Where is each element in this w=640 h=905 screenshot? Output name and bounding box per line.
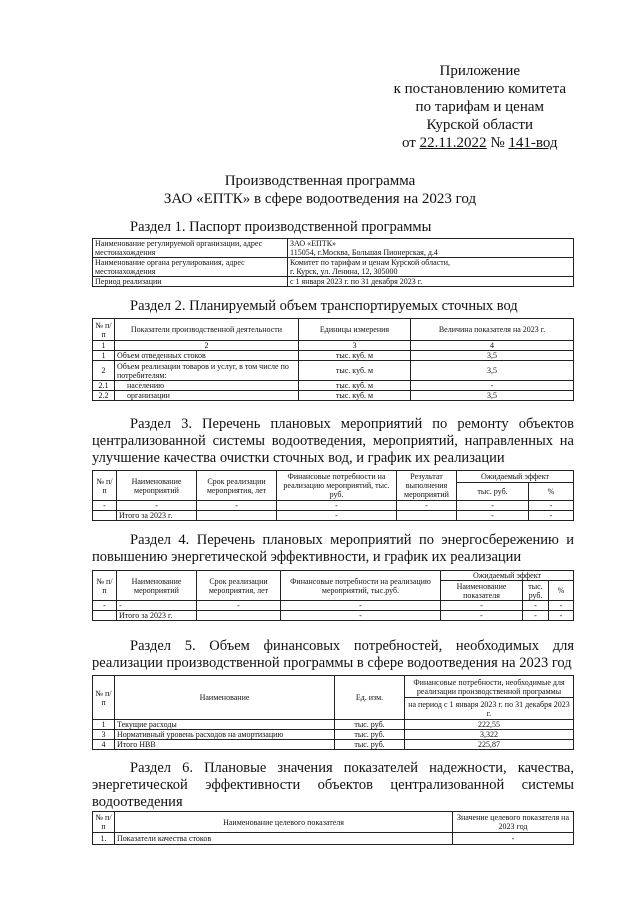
table-row xyxy=(93,341,574,351)
table-cell: тыс. руб. xyxy=(335,730,405,740)
column-header: Значение целевого показателя на 2023 год xyxy=(453,812,574,833)
table-cell xyxy=(197,611,281,621)
table-row xyxy=(93,239,574,258)
table-header-row xyxy=(93,676,574,698)
table-cell: - xyxy=(277,501,397,511)
section-2-table xyxy=(92,318,574,401)
column-header: тыс. руб. xyxy=(523,581,549,601)
table-cell xyxy=(93,611,117,621)
header-line-3: по тарифам и ценам xyxy=(415,99,545,115)
table-cell: тыс. куб. м xyxy=(299,351,411,361)
column-header: Финансовые потребности на реализацию мероприятий, тыс. руб. xyxy=(277,471,397,501)
column-header: Срок реализации мероприятия, лет xyxy=(197,471,277,501)
column-header: Единицы измерения xyxy=(299,319,411,341)
table-cell: - xyxy=(411,381,574,391)
column-header: Наименование целевого показателя xyxy=(115,812,453,833)
table-cell: - xyxy=(117,501,197,511)
table-cell: - xyxy=(93,501,117,511)
column-header: Ожидаемый эффект xyxy=(441,571,574,581)
table-cell: 1 xyxy=(93,351,115,361)
table-cell: - xyxy=(529,511,574,521)
table-cell: Нормативный уровень расходов на амортизацию xyxy=(115,730,335,740)
table-row xyxy=(93,740,574,750)
table-cell: 3 xyxy=(299,341,411,351)
header-number: 141-вод xyxy=(508,135,558,151)
table-row xyxy=(93,730,574,740)
table-header-row xyxy=(93,471,574,483)
document-title xyxy=(0,172,640,208)
column-header: % xyxy=(549,581,574,601)
column-header: Показатели производственной деятельности xyxy=(115,319,299,341)
table-row xyxy=(93,720,574,730)
table-cell: - xyxy=(549,611,574,621)
column-header: № п/п xyxy=(93,571,117,601)
table-row xyxy=(93,611,574,621)
table-cell: с 1 января 2023 г. по 31 декабря 2023 г. xyxy=(288,277,574,287)
table-cell: - xyxy=(441,601,523,611)
header-from: от xyxy=(402,135,416,151)
table-cell: 3 xyxy=(93,730,115,740)
table-cell: Объем реализации товаров и услуг, в том числе по потребителям: xyxy=(115,361,299,381)
table-cell: 4 xyxy=(411,341,574,351)
table-row xyxy=(93,501,574,511)
section-3-heading: Раздел 3. Перечень плановых мероприятий по ремонту объектов централизованной системы водоотведения, мероприятий, направленных на улучшение качества очистки сточных вод, и график их реализации xyxy=(92,416,574,466)
table-row xyxy=(93,601,574,611)
column-header: Финансовые потребности, необходимые для реализации производственной программы xyxy=(405,676,574,698)
column-header: Величина показателя на 2023 г. xyxy=(411,319,574,341)
section-6-heading: Раздел 6. Плановые значения показателей надежности, качества, энергетической эффективности объектов централизованной системы водоотведения xyxy=(92,760,574,810)
column-header: Результат выполнения мероприятий xyxy=(397,471,457,501)
table-cell: 2.1 xyxy=(93,381,115,391)
section-6-table xyxy=(92,811,574,845)
title-line-2: ЗАО «ЕПТК» в сфере водоотведения на 2023 год xyxy=(163,191,477,207)
table-cell: 2 xyxy=(115,341,299,351)
title-line-1: Производственная программа xyxy=(224,173,416,189)
table-header-row xyxy=(93,812,574,833)
table-cell: - xyxy=(397,501,457,511)
section-3-table xyxy=(92,470,574,521)
header-date-line xyxy=(394,134,566,152)
section-1-table xyxy=(92,238,574,287)
column-header: тыс. руб. xyxy=(457,483,529,501)
table-cell: 2.2 xyxy=(93,391,115,401)
table-cell: 3,5 xyxy=(411,351,574,361)
header-line-4: Курской области xyxy=(426,117,534,133)
table-cell: Период реализации xyxy=(93,277,288,287)
column-header: № п/п xyxy=(93,812,115,833)
header-num-sign: № xyxy=(490,135,505,151)
section-4-table xyxy=(92,570,574,621)
table-row xyxy=(93,258,574,277)
table-cell: 1 xyxy=(93,720,115,730)
table-cell: Наименование регулируемой организации, адрес местонахождения xyxy=(93,239,288,258)
column-header: № п/п xyxy=(93,319,115,341)
table-cell: - xyxy=(281,611,441,621)
table-cell: Итого за 2023 г. xyxy=(117,611,197,621)
column-header: % xyxy=(529,483,574,501)
table-cell: организации xyxy=(115,391,299,401)
table-cell: тыс. куб. м xyxy=(299,381,411,391)
table-cell: 2 xyxy=(93,361,115,381)
table-cell: 222,55 xyxy=(405,720,574,730)
table-cell xyxy=(197,511,277,521)
column-header: Наименование показателя xyxy=(441,581,523,601)
table-cell: Итого НВВ xyxy=(115,740,335,750)
table-row xyxy=(93,277,574,287)
table-cell: 4 xyxy=(93,740,115,750)
table-cell: населению xyxy=(115,381,299,391)
table-cell: Объем отведенных стоков xyxy=(115,351,299,361)
table-row xyxy=(93,381,574,391)
header-date: 22.11.2022 xyxy=(419,135,487,151)
table-cell: - xyxy=(441,611,523,621)
table-cell: - xyxy=(453,833,574,845)
column-header: Наименование xyxy=(115,676,335,720)
table-cell: - xyxy=(197,501,277,511)
table-cell: Итого за 2023 г. xyxy=(117,511,197,521)
table-cell: - xyxy=(457,511,529,521)
table-cell: 3,5 xyxy=(411,391,574,401)
table-cell: Показатели качества стоков xyxy=(115,833,453,845)
table-cell: - xyxy=(197,601,281,611)
column-header: Финансовые потребности на реализацию мероприятий, тыс.руб. xyxy=(281,571,441,601)
table-row xyxy=(93,391,574,401)
section-5-heading: Раздел 5. Объем финансовых потребностей, необходимых для реализации производственной программы в сфере водоотведения на 2023 год xyxy=(92,638,574,671)
table-row xyxy=(93,833,574,845)
table-cell: - xyxy=(93,601,117,611)
table-cell: 3,322 xyxy=(405,730,574,740)
table-cell: - xyxy=(523,601,549,611)
table-cell: тыс. руб. xyxy=(335,720,405,730)
table-cell: тыс. куб. м xyxy=(299,391,411,401)
table-header-row xyxy=(93,319,574,341)
table-cell: - xyxy=(523,611,549,621)
column-header: Ожидаемый эффект xyxy=(457,471,574,483)
table-row xyxy=(93,361,574,381)
section-1-heading: Раздел 1. Паспорт производственной программы xyxy=(130,219,432,235)
section-5-table xyxy=(92,675,574,750)
table-header-row xyxy=(93,571,574,581)
table-cell: - xyxy=(281,601,441,611)
table-cell: Текущие расходы xyxy=(115,720,335,730)
table-cell: 225,87 xyxy=(405,740,574,750)
column-header: Срок реализации мероприятия, лет xyxy=(197,571,281,601)
column-header: на период с 1 января 2023 г. по 31 декабря 2023 г. xyxy=(405,698,574,720)
table-cell: 1 xyxy=(93,341,115,351)
table-cell: тыс. руб. xyxy=(335,740,405,750)
table-cell: - xyxy=(117,601,197,611)
table-cell: - xyxy=(277,511,397,521)
table-row xyxy=(93,351,574,361)
table-cell: Комитет по тарифам и ценам Курской области, г. Курск, ул. Ленина, 12, 305000 xyxy=(288,258,574,277)
table-row xyxy=(93,511,574,521)
table-cell: - xyxy=(529,501,574,511)
column-header: № п/п xyxy=(93,676,115,720)
table-cell: - xyxy=(549,601,574,611)
column-header: Наименование мероприятий xyxy=(117,571,197,601)
approval-header xyxy=(394,62,566,152)
section-4-heading: Раздел 4. Перечень плановых мероприятий по энергосбережению и повышению энергетической эффективности, и график их реализации xyxy=(92,532,574,565)
section-2-heading: Раздел 2. Планируемый объем транспортируемых сточных вод xyxy=(130,298,518,314)
table-cell xyxy=(93,511,117,521)
column-header: № п/п xyxy=(93,471,117,501)
table-cell: тыс. куб. м xyxy=(299,361,411,381)
header-line-1: Приложение xyxy=(439,63,521,79)
column-header: Ед. изм. xyxy=(335,676,405,720)
table-cell: 3,5 xyxy=(411,361,574,381)
header-line-2: к постановлению комитета xyxy=(393,81,566,97)
column-header: Наименование мероприятий xyxy=(117,471,197,501)
table-cell: Наименование органа регулирования, адрес местонахождения xyxy=(93,258,288,277)
table-cell xyxy=(397,511,457,521)
table-cell: 1. xyxy=(93,833,115,845)
table-cell: - xyxy=(457,501,529,511)
table-cell: ЗАО «ЕПТК» 115054, г.Москва, Большая Пионерская, д.4 xyxy=(288,239,574,258)
